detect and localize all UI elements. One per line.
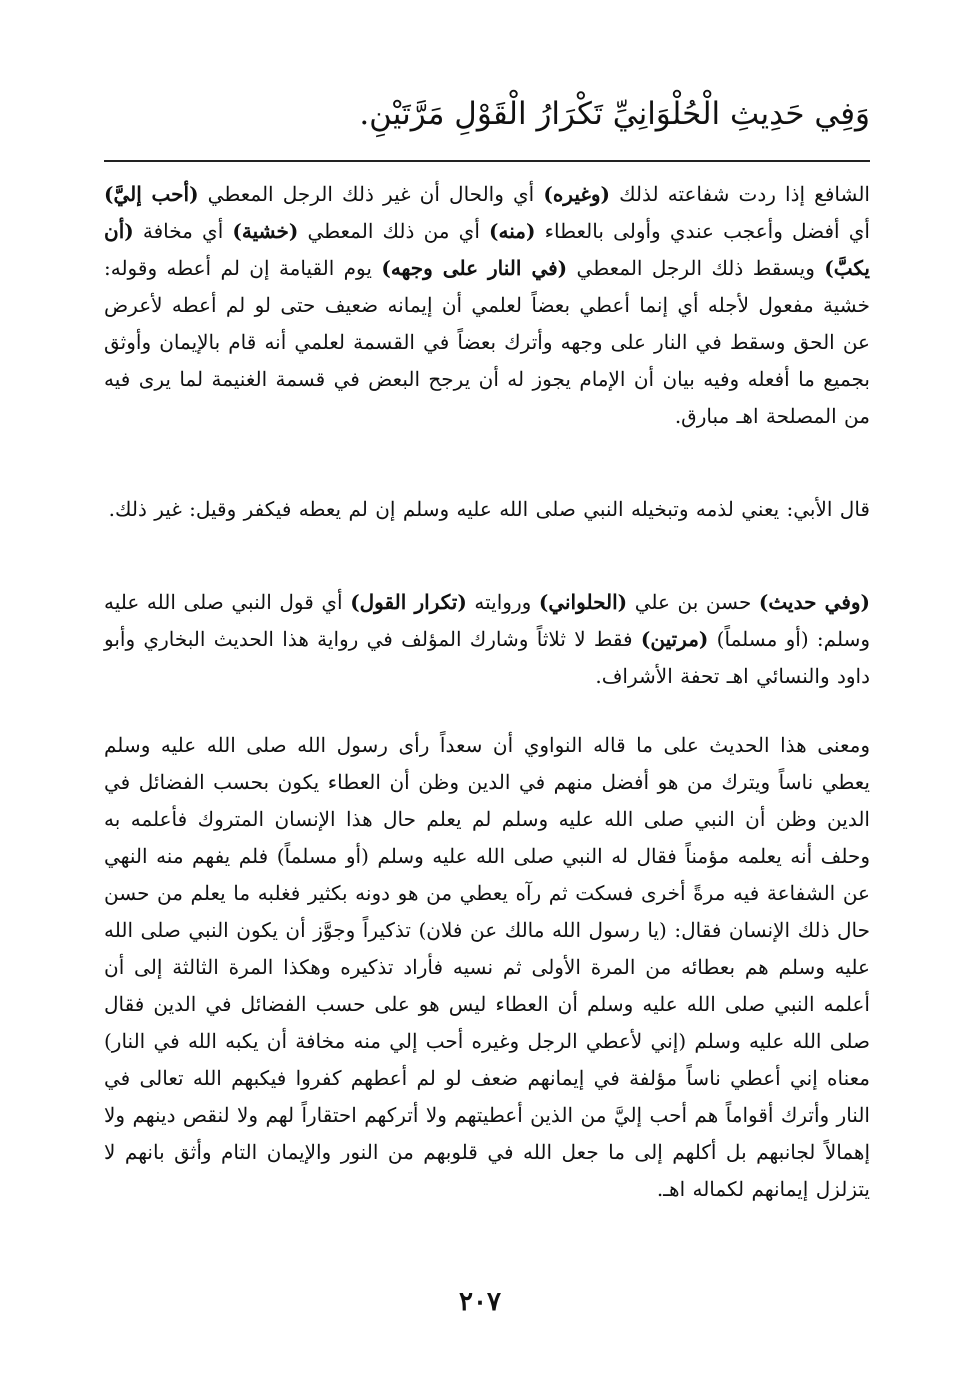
bold-term: (أحب إليَّ) [104,182,199,206]
text-run: أي والحال أن غير ذلك الرجل المعطي [198,182,544,206]
bold-term: (وفي حديث) [758,590,871,614]
text-run: ويسقط ذلك الرجل المعطي [567,256,825,280]
text-run: فقط لا ثلاثاً وشارك المؤلف في رواية هذا الحديث البخاري وأبو داود والنسائي اهـ تحفة الأشراف. [104,627,870,688]
bold-term: (وغيره) [543,182,610,206]
text-run: أي قول النبي صلى الله عليه وسلم: (أو مسلماً) [104,590,871,651]
commentary-paragraph-1 [104,176,870,435]
bold-term: (في النار على وجهه) [381,256,568,280]
bold-term: (تكرار القول) [350,590,467,614]
text-run: أي من ذلك المعطي [298,219,490,243]
commentary-paragraph-2: قال الأبي: يعني لذمه وتبخيله النبي صلى الله عليه وسلم إن لم يعطه فيكفر وقيل: غير ذلك. [108,497,870,521]
text-run: وروايته [466,590,539,614]
commentary-paragraph-3 [104,584,870,695]
bold-term: (خشية) [232,219,299,243]
bold-term: (أن يكبَّ) [104,219,870,280]
hadith-text-line: وَفِي حَدِيثِ الْحُلْوَانِيِّ تَكْرَارُ الْقَوْلِ مَرَّتَيْنِ. [359,96,870,132]
text-run: الشافع إذا ردت شفاعته لذلك [609,182,870,206]
bold-term: (منه) [489,219,536,243]
commentary-paragraph-4: ومعنى هذا الحديث على ما قاله النواوي أن سعداً رأى رسول الله صلى الله عليه وسلم يعطي ناساً ويترك من هو أفضل منهم في الدين وظن أن العطاء يكون بحسب الفضائل في الدين وظن أن النبي صلى الله عليه وسلم لم يعلم حال هذا الإنسان المتروك فأعلمه به وحلف أنه يعلمه مؤمناً فقال له النبي صلى الله عليه وسلم (أو مسلماً) فلم يفهم منه النهي عن الشفاعة فيه مرةً أخرى فسكت ثم رآه يعطي من هو دونه بكثير فغلبه ما يعلم من حسن حال ذلك الإنسان فقال: (يا رسول الله مالك عن فلان) تذكيراً وجوَّز أن يكون النبي صلى الله عليه وسلم هم بعطائه من المرة الأولى ثم نسيه فأراد تذكيره وهكذا المرة الثالثة إلى أن أعلمه النبي صلى الله عليه وسلم أن العطاء ليس هو على حسب الفضائل في الدين فقال صلى الله عليه وسلم (إني لأعطي الرجل وغيره أحب إلي منه مخافة أن يكبه الله في النار) معناه إني أعطي ناساً مؤلفة في إيمانهم ضعف لو لم أعطهم كفروا فيكبهم الله تعالى في النار وأترك أقواماً هم أحب إليَّ من الذين أعطيتهم ولا أتركهم احتقاراً لهم ولا لنقص دينهم ولا إهمالاً لجانبهم بل أكلهم إلى ما جعل الله في قلوبهم من النور والإيمان التام وأثق بانهم لا يتزلزل إيمانهم لكماله اهـ. [104,733,871,1201]
separator-rule [104,160,870,162]
text-run: يوم القيامة إن لم أعطه وقوله: خشية مفعول لأجله أي إنما أعطي بعضاً لعلمي أن إيمانه ضعيف حتى لو لم أعطه لأعرض عن الحق وسقط في النار على وجهه وأترك بعضاً في القسمة لعلمي أنه قام بالإيمان وأوثق بجميع ما أفعله وفيه بيان أن الإمام يجوز له أن يرجح البعض في قسمة الغنيمة لما يرى فيه من المصلحة اهـ مبارق. [104,256,870,428]
bold-term: (مرتين) [640,627,709,651]
page-number: ٢٠٧ [459,1287,501,1317]
text-run: أي مخافة [133,219,233,243]
text-run: أي أفضل وأعجب عندي وأولى بالعطاء [535,219,870,243]
bold-term: (الحلواني) [538,590,628,614]
text-run: حسن بن علي [627,590,759,614]
